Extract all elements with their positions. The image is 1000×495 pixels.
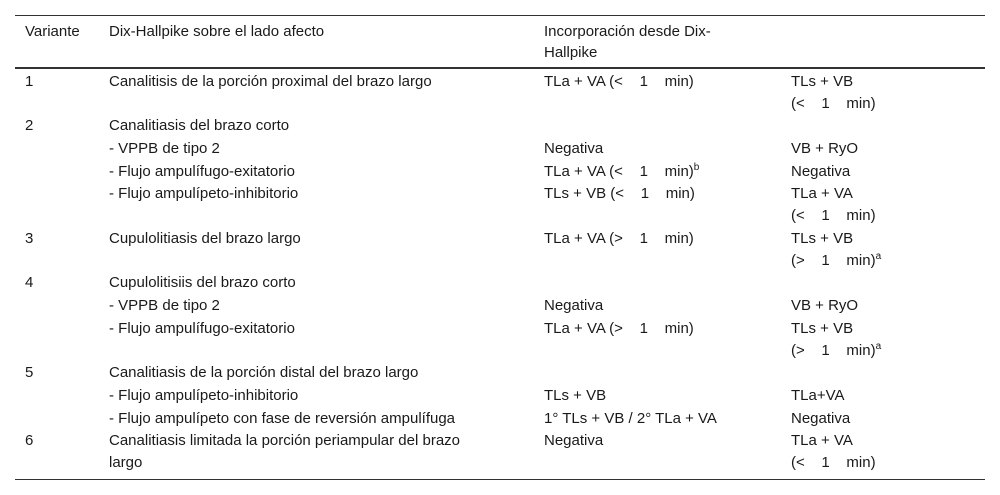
row-5b-desc: - Flujo ampulípeto con fase de reversión ampulífuga: [109, 410, 456, 427]
row-3-incorporacion: TLa + VA (> 1 min): [544, 230, 694, 247]
row-2b-result: Negativa: [791, 163, 851, 180]
row-4-desc: Cupulolitisiis del brazo corto: [109, 274, 296, 291]
row-4-number: 4: [25, 274, 34, 291]
row-6-number: 6: [25, 432, 34, 449]
row-2b-incorporacion: TLa + VA (< 1 min)$^b$: [544, 162, 700, 180]
row-2-desc: Canalitiasis del brazo corto: [109, 117, 290, 134]
table-bottom-rule: [15, 479, 985, 480]
table-top-rule: [15, 15, 985, 16]
row-3-result-time: (> 1 min)$^a$: [791, 251, 882, 269]
row-1-result-time: (< 1 min): [791, 95, 876, 112]
row-2c-incorporacion: TLs + VB (< 1 min): [544, 185, 695, 202]
row-4a-result: VB + RyO: [791, 297, 859, 314]
row-2c-result-time: (< 1 min): [791, 207, 876, 224]
row-2a-result: VB + RyO: [791, 140, 859, 157]
row-1-result: TLs + VB: [791, 73, 854, 90]
row-6-desc-cont: largo: [109, 454, 143, 471]
row-4a-incorporacion: Negativa: [544, 297, 604, 314]
row-4b-incorporacion: TLa + VA (> 1 min): [544, 320, 694, 337]
row-3-result: TLs + VB: [791, 230, 854, 247]
row-6-result-time: (< 1 min): [791, 454, 876, 471]
row-1-number: 1: [25, 73, 34, 90]
row-5a-incorporacion: TLs + VB: [544, 387, 607, 404]
footnote-marker-a: a: [875, 251, 882, 262]
row-3-desc: Cupulolitiasis del brazo largo: [109, 230, 301, 247]
row-6-desc: Canalitiasis limitada la porción periampular del brazo: [109, 432, 461, 449]
row-2c-desc: - Flujo ampulípeto-inhibitorio: [109, 185, 299, 202]
row-5a-result: TLa+VA: [791, 387, 845, 404]
row-4b-desc: - Flujo ampulífugo-exitatorio: [109, 320, 295, 337]
row-1-incorporacion: TLa + VA (< 1 min): [544, 73, 694, 90]
row-2a-desc: - VPPB de tipo 2: [109, 140, 220, 157]
row-5b-incorporacion: 1° TLs + VB / 2° TLa + VA: [544, 410, 717, 427]
row-1-desc: Canalitisis de la porción proximal del brazo largo: [109, 73, 432, 90]
row-5a-desc: - Flujo ampulípeto-inhibitorio: [109, 387, 299, 404]
row-3-number: 3: [25, 230, 34, 247]
row-2-number: 2: [25, 117, 34, 134]
row-6-result: TLa + VA: [791, 432, 853, 449]
header-dix-hallpike: Dix-Hallpike sobre el lado afecto: [109, 23, 325, 40]
row-5b-result: Negativa: [791, 410, 851, 427]
row-5-number: 5: [25, 364, 34, 381]
row-2c-result: TLa + VA: [791, 185, 853, 202]
row-2a-incorporacion: Negativa: [544, 140, 604, 157]
row-5-desc: Canalitiasis de la porción distal del brazo largo: [109, 364, 419, 381]
footnote-marker-b: b: [693, 162, 700, 173]
table-header-rule: [15, 67, 985, 69]
footnote-marker-a: a: [875, 341, 882, 352]
row-4b-result: TLs + VB: [791, 320, 854, 337]
header-incorporacion-1: Incorporación desde Dix-: [544, 23, 711, 40]
row-2b-desc: - Flujo ampulífugo-exitatorio: [109, 163, 295, 180]
row-4a-desc: - VPPB de tipo 2: [109, 297, 220, 314]
row-6-incorporacion: Negativa: [544, 432, 604, 449]
row-4b-result-time: (> 1 min)$^a$: [791, 341, 882, 359]
header-incorporacion-2: Hallpike: [544, 44, 598, 61]
header-variant: Variante: [25, 23, 80, 40]
